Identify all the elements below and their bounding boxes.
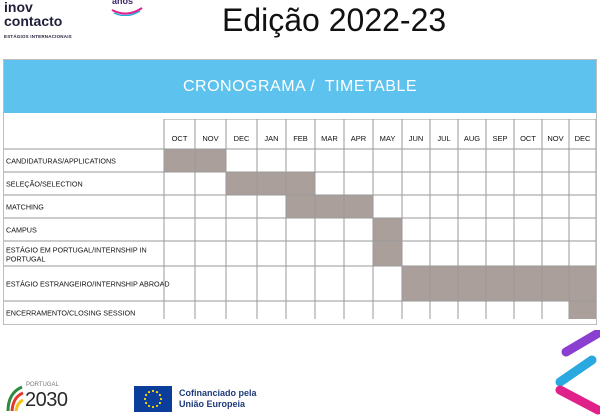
timetable-fill-cell [514, 266, 542, 301]
month-header: MAR [321, 134, 338, 143]
timetable-banner [4, 60, 596, 113]
timetable-panel [3, 59, 597, 325]
month-header: OCT [171, 134, 188, 143]
logo-subtitle: ESTÁGIOS INTERNACIONAIS [4, 34, 72, 39]
page-title: Edição 2022-23 [222, 2, 447, 38]
month-header: SEP [492, 134, 508, 143]
portugal-2030-logo [6, 381, 76, 413]
logo-line-2: contacto [4, 13, 63, 29]
row-label: CAMPUS [6, 225, 37, 235]
timetable-fill-cell [542, 266, 569, 301]
decorative-chevron-icon [548, 330, 600, 415]
eu-cofinancing [134, 386, 294, 414]
timetable-grid-svg [4, 119, 596, 319]
timetable-fill-cell [286, 172, 315, 195]
timetable-fill-cell [430, 266, 458, 301]
timetable-fill-cell [344, 195, 373, 218]
row-label: MATCHING [6, 202, 44, 212]
timetable-fill-cell [286, 195, 315, 218]
timetable-grid [4, 119, 596, 319]
row-label: ESTÁGIO ESTRANGEIRO/INTERNSHIP ABROAD [6, 279, 170, 289]
month-header: DEC [574, 134, 591, 143]
eu-cofinancing-line2: União Europeia [179, 399, 246, 409]
timetable-fill-cell [315, 195, 344, 218]
month-header: MAY [379, 134, 396, 143]
anos-badge [110, 0, 144, 16]
inov-contacto-logo [2, 0, 102, 44]
timetable-fill-cell [486, 266, 514, 301]
timetable-fill-cell [402, 266, 430, 301]
eu-flag-icon [134, 386, 172, 412]
timetable-fill-cell [569, 301, 596, 319]
month-header: AUG [463, 134, 481, 143]
row-label: ENCERRAMENTO/CLOSING SESSION [6, 308, 136, 318]
portugal-label: PORTUGAL [26, 382, 59, 388]
timetable-fill-cell [226, 172, 257, 195]
portugal-2030-label: 2030 [25, 389, 68, 411]
row-label: ESTÁGIO EM PORTUGAL/INTERNSHIP IN PORTUGAL [6, 245, 147, 264]
timetable-fill-cell [373, 218, 402, 241]
month-header: JUL [437, 134, 451, 143]
timetable-fill-cell [373, 241, 402, 266]
portugal-2030-mark-icon [6, 383, 24, 413]
month-header: DEC [233, 134, 250, 143]
timetable-fill-cell [195, 149, 226, 172]
timetable-fill-cell [257, 172, 286, 195]
anos-label: anos [112, 0, 134, 6]
month-header: JUN [408, 134, 424, 143]
month-header: NOV [547, 134, 564, 143]
logo-line-1: inov [4, 0, 33, 15]
month-header: OCT [520, 134, 536, 143]
row-label: CANDIDATURAS/APPLICATIONS [6, 156, 116, 166]
month-header: FEB [293, 134, 308, 143]
month-header: NOV [202, 134, 219, 143]
month-header: APR [350, 134, 367, 143]
row-label: SELEÇÃO/SELECTION [6, 179, 83, 189]
month-header: JAN [264, 134, 279, 143]
eu-cofinancing-line1: Cofinanciado pela [179, 388, 257, 398]
timetable-banner-title: CRONOGRAMA / TIMETABLE [182, 78, 418, 95]
timetable-fill-cell [569, 266, 596, 301]
timetable-fill-cell [164, 149, 195, 172]
timetable-fill-cell [458, 266, 486, 301]
